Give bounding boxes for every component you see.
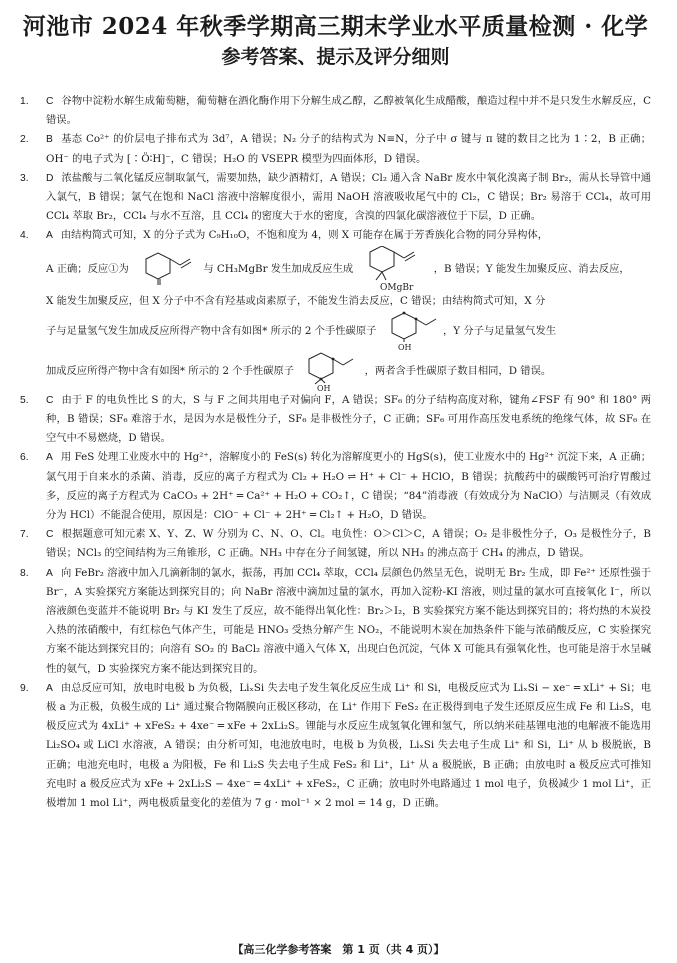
answer-item-1 [20,92,651,130]
answer-item-2 [20,130,651,168]
answer-explanation-part: ，B 错误；Y 能发生加聚反应、消去反应， [433,262,630,275]
answer-explanation-part: X 能发生加聚反应，但 X 分子中不含有羟基或卤素原子，不能发生消去反应，C 错误；由结构简式可知，X 分 [46,294,546,307]
item-number: 9. [20,682,29,694]
answer-explanation: 基态 Co²⁺ 的价层电子排布式为 3d⁷，A 错误；N₂ 分子的结构式为 N≡N，分子中 σ 键与 π 键的数目之比为 1∶2，B 正确；OH⁻ 的电子式为 [∶Ö∶H]⁻，C 错误；H₂O 的 VSEPR 模型为四面体形，D 错误。 [46,133,651,165]
answer-item-5 [20,391,651,449]
answer-letter: A [46,567,53,579]
answer-letter: C [46,529,54,541]
answer-letter: B [46,134,53,146]
answer-explanation-part: ，Y 分子与足量氢气发生 [443,324,557,337]
answer-item-9 [20,679,651,813]
answer-letter: C [46,96,54,107]
answer-explanation: 谷物中淀粉水解生成葡萄糖，葡萄糖在酒化酶作用下分解生成乙醇，乙醇被氧化生成醋酸，酿造过程中并不是只发生水解反应，C 错误。 [46,95,651,127]
answer-explanation-part: 加成反应所得产物中含有如图* 所示的 2 个手性碳原子 [46,364,295,377]
answer-explanation-part: 子与足量氢气发生加成反应所得产物中含有如图* 所示的 2 个手性碳原子 [46,324,377,337]
answer-explanation-part: 由结构简式可知，X 的分子式为 C₉H₁₀O，不饱和度为 4，则 X 可能存在属于芳香族化合物的同分异构体， [60,229,549,242]
answer-explanation-part: A 正确；反应①为 [46,262,129,275]
item-number: 1. [20,96,29,107]
item-number: 4. [20,230,29,242]
answer-explanation: 由总反应可知，放电时电极 b 为负极，LiₓSi 失去电子发生氧化反应生成 Li⁺ 和 Si，电极反应式为 LiₓSi − xe⁻ ═ xLi⁺ + Si；电极 a 为正极，负极生成的 Li⁺ 通过聚合物隔膜向正极区移动，在 Li⁺ 作用下 FeS₂ 在正极得到电子发生还原反应生成 Fe 和 Li₂S，电极反应式为 4xLi⁺ + xFeS₂ + 4xe⁻ ═ xFe + 2xLi₂S。锂能与水反应生成氢氧化锂和氢气，所以纳米硅基锂电池的电解液不能选用 Li₂SO₄ 或 LiCl 水溶液，A 错误；由分析可知，电池放电时，电极 b 为负极，LiₓSi 失去电子生成 Li⁺ 和 Si，Li⁺ 从 b 极脱嵌，B 正确；电池充电时，电极 a 为阳极，Fe 和 Li₂S 失去电子生成 FeS₂ 和 Li⁺，Li⁺ 从 a 极脱嵌，B 正确；由放电时 a 极反应式可推知充电时 a 极反应式为 xFe + 2xLi₂S − 4xe⁻ ═ 4xLi⁺ + xFeS₂，C 正确；放电时外电路通过 1 mol 电子，负极减少 1 mol Li⁺，正极增加 1 mol Li⁺，两电极质量变化的差值为 7 g · mol⁻¹ × 2 mol = 14 g，D 正确。 [46,681,651,810]
page-footer: 【高三化学参考答案 第 1 页（共 4 页）】 [232,943,445,956]
answer-item-7 [20,525,651,563]
item-number: 3. [20,172,29,184]
oh-label: OH [317,383,331,391]
x-hydrogenated-structure [382,311,438,351]
answer-explanation-part: ，两者含手性碳原子数目相同，D 错误。 [364,364,552,377]
y-hydrogenated-structure [299,351,359,391]
page-subtitle: 参考答案、提示及评分细则 [221,46,450,68]
answer-explanation: 向 FeBr₂ 溶液中加入几滴新制的氯水，振荡，再加 CCl₄ 萃取，CCl₄ 层颜色仍然呈无色，说明无 Br₂ 生成，即 Fe²⁺ 还原性强于 Br⁻，A 实验探究方案能达到探究目的；向 NaBr 溶液中滴加过量的氯水，再加入淀粉-KI 溶液，则过量的氯水可直接氧化 I⁻，所以溶液颜色变蓝并不能说明 Br₂ 与 KI 发生了反应，故不能得出氧化性：Br₂＞I₂，B 实验探究方案不能达到探究目的；将灼热的木炭投入热的浓硝酸中，有红棕色气体产生，可能是 HNO₃ 受热分解产生 NO₂，不能说明木炭在加热条件下能与浓硝酸反应，C 实验探究方案不能达到探究目的；向溶有 SO₂ 的 BaCl₂ 溶液中通入气体 X，出现白色沉淀，气体 X 可能具有强氧化性，也可能是溶于水呈碱性的氨气，D 实验探究方案不能达到探究目的。 [46,566,651,675]
item-number: 5. [20,394,29,406]
answer-letter: A [46,682,53,694]
answer-item-3 [20,169,651,227]
oh-label: OH [397,342,412,351]
answer-list [20,92,651,813]
item-number: 7. [20,529,29,541]
answer-explanation: 根据题意可知元素 X、Y、Z、W 分别为 C、N、O、Cl。电负性：O＞Cl＞C，A 错误；O₂ 是非极性分子，O₃ 是极性分子，B 错误；NCl₃ 的空间结构为三角锥形，C 正确。NH₃ 中存在分子间氢键，所以 NH₃ 的沸点高于 CH₄ 的沸点，D 错误。 [46,528,651,560]
item-number: 8. [20,567,29,579]
cyclohexanone-vinyl-structure [134,251,198,287]
answer-item-4 [20,226,651,390]
answer-item-6 [20,448,651,525]
item-number: 6. [20,452,29,464]
answer-explanation: 用 FeS 处理工业废水中的 Hg²⁺，溶解度小的 FeS(s) 转化为溶解度更小的 HgS(s)，使工业废水中的 Hg²⁺ 沉淀下来，A 正确；氯气用于自来水的杀菌、消毒，反应的离子方程式为 Cl₂ + H₂O ⇌ H⁺ + Cl⁻ + HClO，B 错误；抗酸药中的碳酸钙可治疗胃酸过多，反应的离子方程式为 CaCO₃ + 2H⁺ ═ Ca²⁺ + H₂O + CO₂↑，C 错误；“84”消毒液（有效成分为 NaClO）与洁厕灵（有效成分为 HCl）不能混合使用，原因是：ClO⁻ + Cl⁻ + 2H⁺ ═ Cl₂↑ + H₂O，D 错误。 [46,451,651,522]
answer-letter: A [46,452,53,464]
answer-item-8 [20,564,651,679]
answer-explanation-part: 与 CH₃MgBr 发生加成反应生成 [203,262,354,275]
omgbr-adduct-structure [358,246,428,292]
answer-explanation: 浓盐酸与二氧化锰反应制取氯气，需要加热，缺少酒精灯，A 错误；Cl₂ 通入含 NaBr 废水中氧化溴离子制 Br₂，需从长导管中通入氯气，B 错误；氯气在饱和 NaCl 溶液中溶解度很小，需用 NaOH 溶液吸收尾气中的 Cl₂，C 错误；Br₂ 易溶于 CCl₄，故可用 CCl₄ 萃取 Br₂，CCl₄ 与水不互溶，且 CCl₄ 的密度大于水的密度，含溴的四氯化碳溶液位于下层，D 正确。 [46,171,651,223]
answer-letter: A [46,230,53,242]
omgbr-label: OMgBr [380,282,414,292]
answer-letter: C [46,394,54,406]
answer-letter: D [46,172,54,184]
page-title: 河池市 2024 年秋季学期高三期末学业水平质量检测 · 化学 [22,13,649,40]
answer-explanation: 由于 F 的电负性比 S 的大，S 与 F 之间共用电子对偏向 F，A 错误；SF₆ 的分子结构高度对称，键角∠FSF 有 90° 和 180° 两种，B 错误；SF₆ 难溶于水，是因为水是极性分子，SF₆ 是非极性分子，C 正确；SF₆ 可用作高压发电系统的绝缘气体，故 SF₆ 在空气中不易燃烧，D 错误。 [46,393,651,445]
item-number: 2. [20,134,29,146]
